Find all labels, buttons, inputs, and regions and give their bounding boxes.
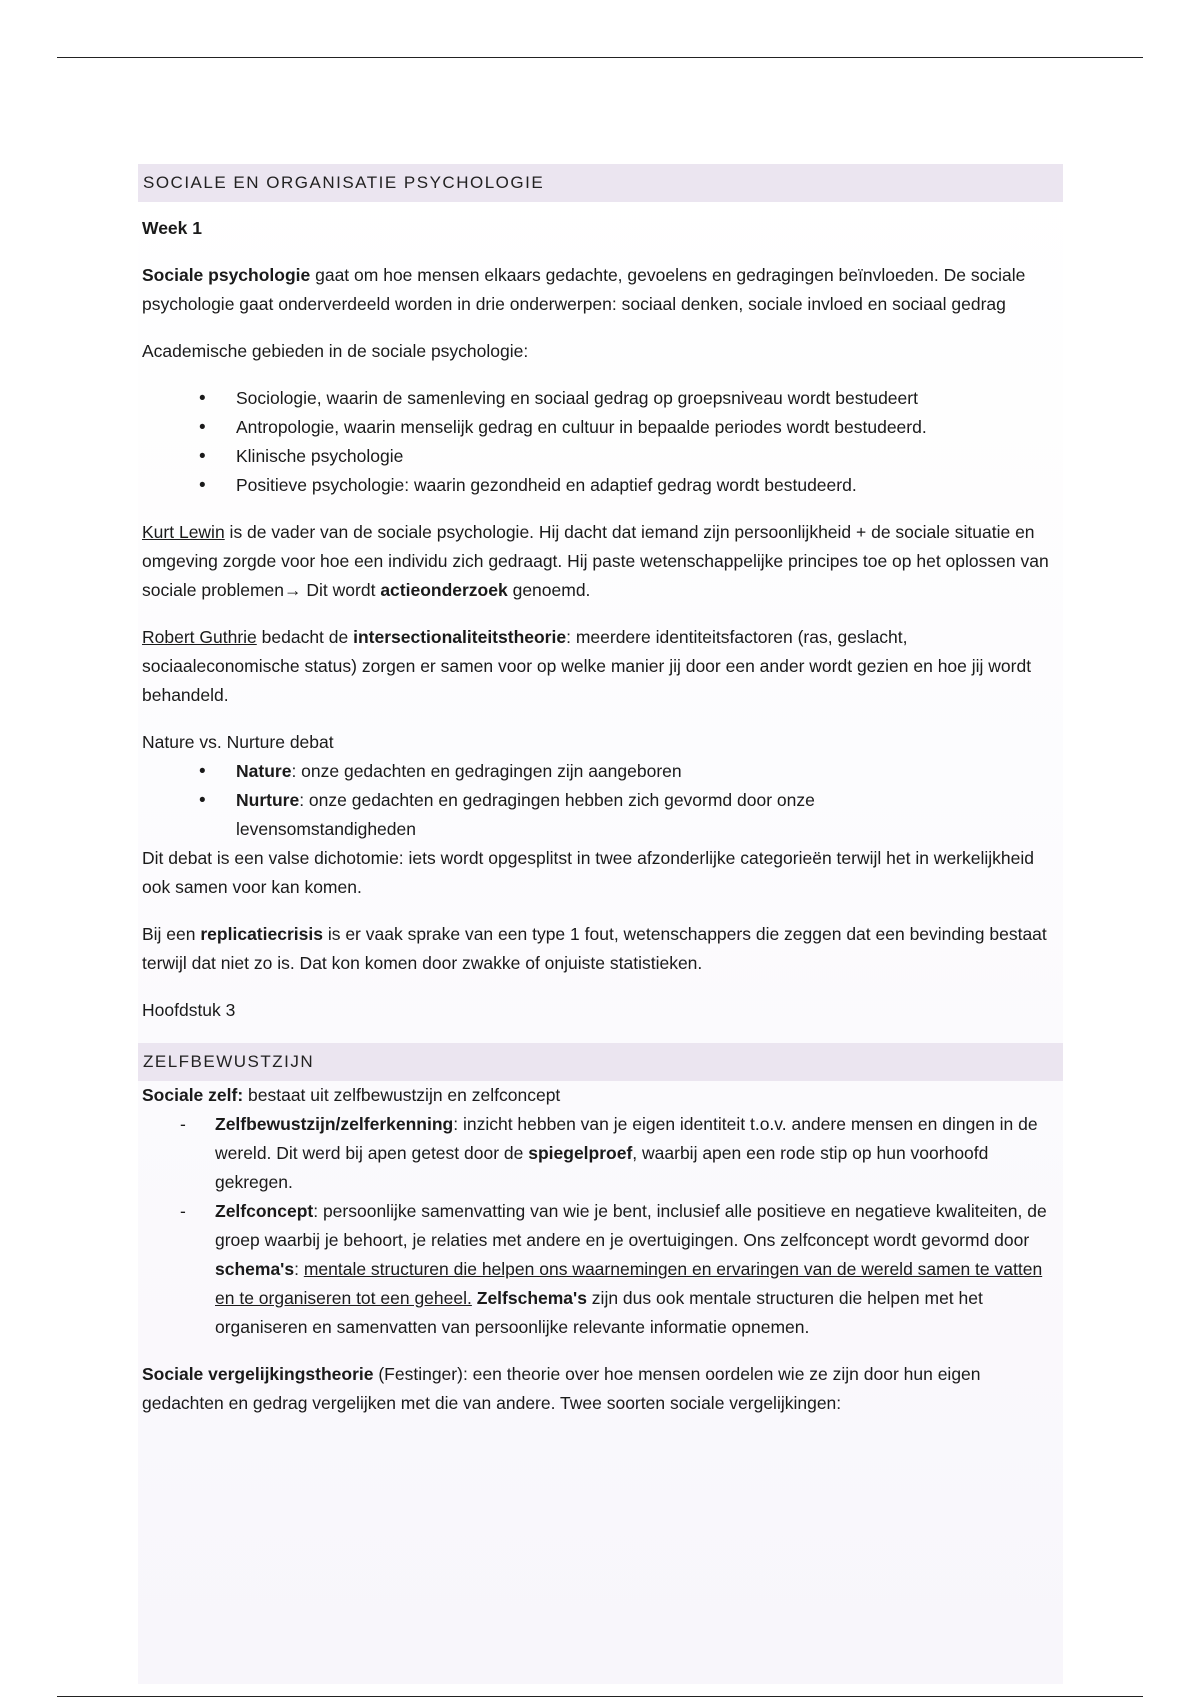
nature-nurture-list: [142, 757, 1059, 844]
academic-list: [142, 384, 1059, 500]
paragraph-replicatie: Bij een replicatiecrisis is er vaak sprake van een type 1 fout, wetenschappers die zeggen dat een bevinding bestaat terwijl dat niet zo is. Dat kon komen door zwakke of onjuiste statistieken.: [142, 924, 1047, 973]
list-item: • Antropologie, waarin menselijk gedrag en cultuur in bepaalde periodes wordt bestudeerd.: [142, 413, 1059, 442]
section-heading-zelfbewustzijn: ZELFBEWUSTZIJN: [138, 1043, 1063, 1081]
list-item: - Zelfbewustzijn/zelferkenning: inzicht hebben van je eigen identiteit t.o.v. andere mensen en dingen in de wereld. Dit werd bij apen getest door de spiegelproef, waarbij apen een rode stip op hun voorhoofd gekregen.: [142, 1110, 1059, 1197]
list-item: • Positieve psychologie: waarin gezondheid en adaptief gedrag wordt bestudeerd.: [142, 471, 1059, 500]
week-label: Week 1: [142, 218, 202, 238]
list-item: - Zelfconcept: persoonlijke samenvatting van wie je bent, inclusief alle positieve en negatieve kwaliteiten, de groep waarbij je behoort, je relaties met andere en je overtuigingen. Ons zelfconcept wordt gevormd door schema's: mentale structuren die helpen ons waarnemingen en ervaringen van de wereld samen te vatten en te organiseren tot een geheel. Zelfschema's zijn dus ook mentale structuren die helpen met het organiseren en samenvatten van persoonlijke relevante informatie opnemen.: [142, 1197, 1059, 1342]
zelf-list: [142, 1110, 1059, 1342]
list-item: • Sociologie, waarin de samenleving en sociaal gedrag op groepsniveau wordt bestudeert: [142, 384, 1059, 413]
bottom-rule: [57, 1696, 1143, 1697]
list-item: • Klinische psychologie: [142, 442, 1059, 471]
nature-nurture-title: Nature vs. Nurture debat: [142, 732, 334, 752]
top-rule: [57, 57, 1143, 58]
document-page: [138, 164, 1063, 1684]
paragraph-dichotomie: Dit debat is een valse dichotomie: iets wordt opgesplitst in twee afzonderlijke categorieën terwijl het in werkelijkheid ook samen voor kan komen.: [142, 848, 1034, 897]
list-item: • Nature: onze gedachten en gedragingen zijn aangeboren: [142, 757, 1059, 786]
paragraph-sociale-psychologie: Sociale psychologie gaat om hoe mensen elkaars gedachte, gevoelens en gedragingen beïnvloeden. De sociale psychologie gaat onderverdeeld worden in drie onderwerpen: sociaal denken, sociale invloed en sociaal gedrag: [142, 265, 1026, 314]
paragraph-lewin: Kurt Lewin is de vader van de sociale psychologie. Hij dacht dat iemand zijn persoonlijkheid + de sociale situatie en omgeving zorgde voor hoe een individu zich gedraagt. Hij paste wetenschappelijke principes toe op het oplossen van sociale problemen→ Dit wordt actieonderzoek genoemd.: [142, 522, 1049, 600]
section-heading-sociale-organisatie: SOCIALE EN ORGANISATIE PSYCHOLOGIE: [138, 164, 1063, 202]
chapter-label: Hoofdstuk 3: [142, 1000, 236, 1020]
academic-intro: Academische gebieden in de sociale psychologie:: [142, 341, 529, 361]
paragraph-vergelijkingstheorie: Sociale vergelijkingstheorie (Festinger): een theorie over hoe mensen oordelen wie ze zijn door hun eigen gedachten en gedrag vergelijken met die van andere. Twee soorten sociale vergelijkingen:: [142, 1364, 981, 1413]
paragraph-guthrie: Robert Guthrie bedacht de intersectionaliteitstheorie: meerdere identiteitsfactoren (ras, geslacht, sociaaleconomische status) zorgen er samen voor op welke manier jij door een ander wordt gezien en hoe jij wordt behandeld.: [142, 627, 1032, 705]
list-item: • Nurture: onze gedachten en gedragingen hebben zich gevormd door onze levensomstandigheden: [142, 786, 1059, 844]
paragraph-sociale-zelf: Sociale zelf: bestaat uit zelfbewustzijn en zelfconcept: [142, 1085, 561, 1105]
